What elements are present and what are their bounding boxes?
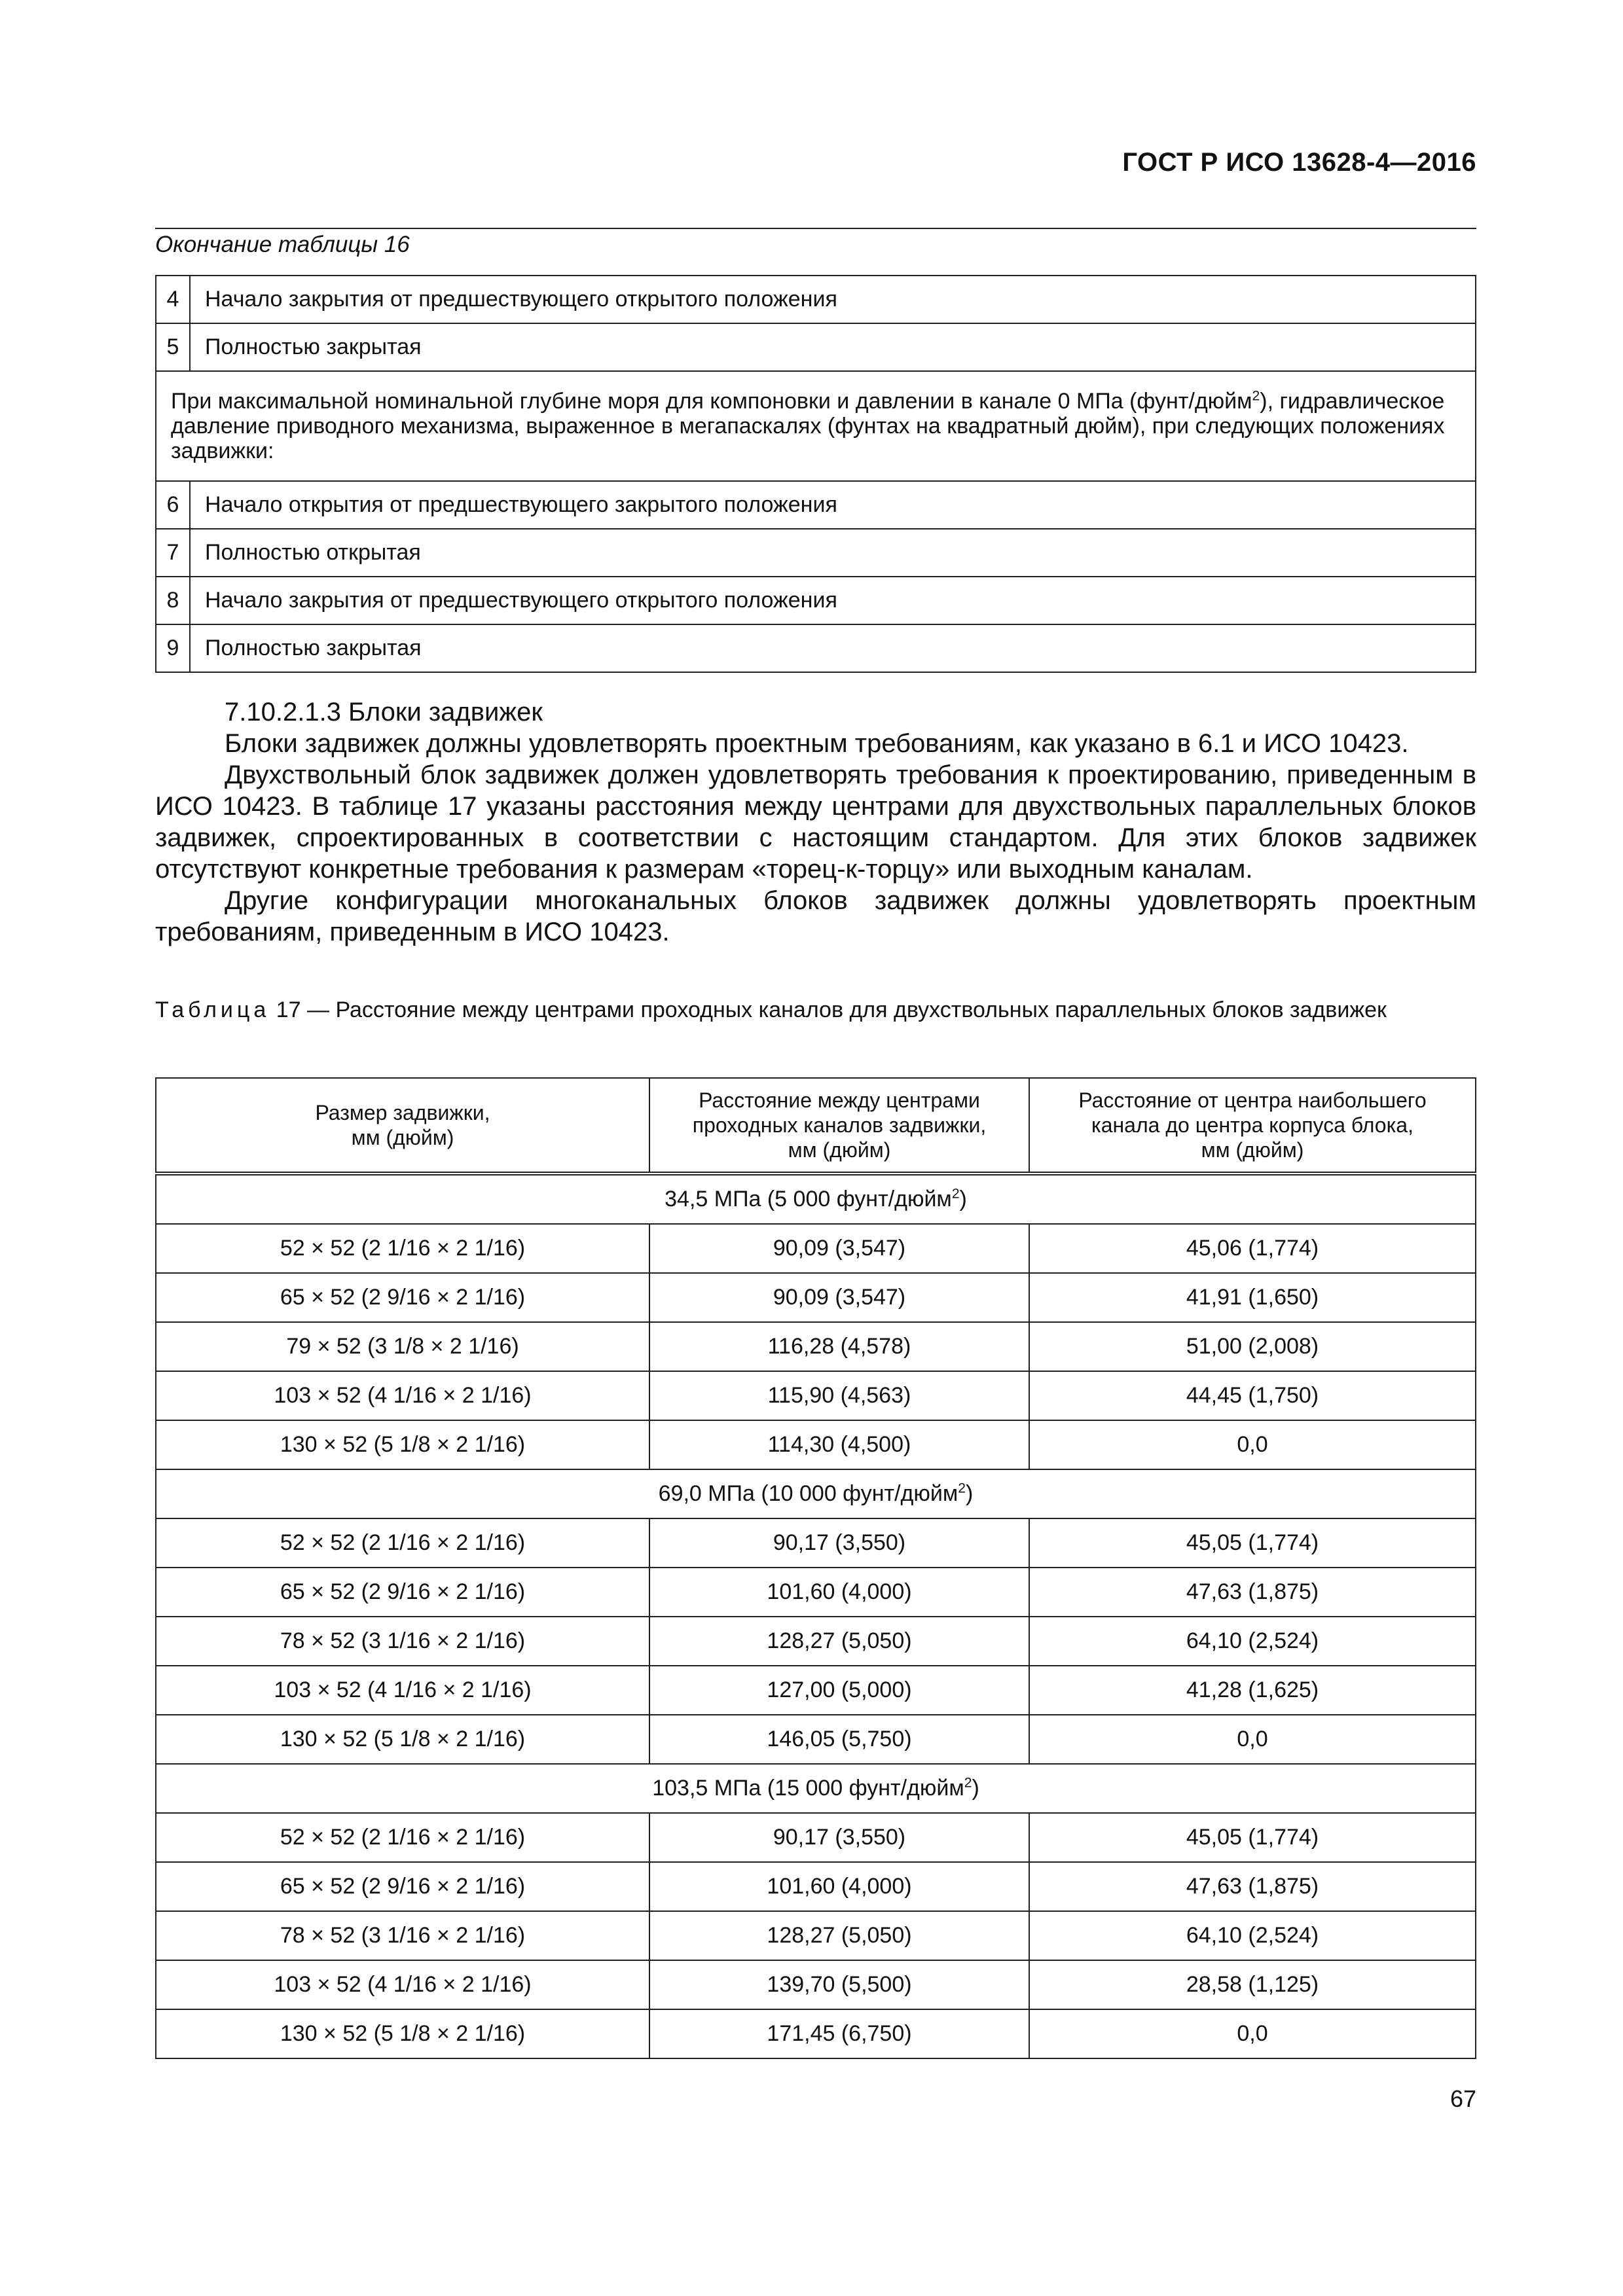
column-header-center-distance: Расстояние между центрами проходных каналов задвижки, мм (дюйм) (649, 1078, 1029, 1174)
row-number: 4 (156, 276, 190, 323)
pressure-close: ) (959, 1187, 967, 1211)
span-note (156, 371, 1476, 481)
cell-center-distance: 101,60 (4,000) (649, 1568, 1029, 1617)
table-row-span (156, 371, 1476, 481)
row-text: Начало закрытия от предшествующего открытого положения (190, 276, 1476, 323)
row-number: 7 (156, 529, 190, 577)
table-row (156, 2009, 1476, 2058)
pressure-group-row (156, 1764, 1476, 1813)
cell-body-offset: 47,63 (1,875) (1029, 1568, 1476, 1617)
table17-caption-text: 17 — Расстояние между центрами проходных каналов для двухствольных параллельных блоков задвижек (270, 997, 1387, 1022)
table-row (156, 1518, 1476, 1568)
table16-continuation-caption: Окончание таблицы 16 (155, 228, 1476, 258)
cell-size: 52 × 52 (2 1/16 × 2 1/16) (156, 1518, 649, 1568)
row-number: 5 (156, 323, 190, 371)
table-row (156, 1420, 1476, 1469)
cell-size: 103 × 52 (4 1/16 × 2 1/16) (156, 1960, 649, 2009)
cell-size: 52 × 52 (2 1/16 × 2 1/16) (156, 1813, 649, 1862)
section-body (155, 696, 1476, 948)
cell-body-offset: 64,10 (2,524) (1029, 1617, 1476, 1666)
table-row (156, 1273, 1476, 1322)
cell-size: 79 × 52 (3 1/8 × 2 1/16) (156, 1322, 649, 1371)
cell-body-offset: 41,91 (1,650) (1029, 1273, 1476, 1322)
table-row (156, 1960, 1476, 2009)
cell-body-offset: 51,00 (2,008) (1029, 1322, 1476, 1371)
section-heading: 7.10.2.1.3 Блоки задвижек (225, 698, 543, 726)
cell-center-distance: 171,45 (6,750) (649, 2009, 1029, 2058)
standard-header: ГОСТ Р ИСО 13628-4—2016 (1122, 148, 1476, 177)
cell-center-distance: 139,70 (5,500) (649, 1960, 1029, 2009)
table-row (156, 529, 1476, 577)
pressure-sup: 2 (951, 1186, 960, 1202)
row-text: Начало открытия от предшествующего закрытого положения (190, 481, 1476, 529)
cell-size: 78 × 52 (3 1/16 × 2 1/16) (156, 1617, 649, 1666)
cell-body-offset: 45,05 (1,774) (1029, 1518, 1476, 1568)
span-note-sup: 2 (1252, 388, 1260, 404)
pressure-text: 34,5 МПа (5 000 фунт/дюйм (665, 1187, 952, 1211)
cell-center-distance: 90,17 (3,550) (649, 1813, 1029, 1862)
table-row (156, 577, 1476, 624)
cell-size: 65 × 52 (2 9/16 × 2 1/16) (156, 1568, 649, 1617)
table-row (156, 1813, 1476, 1862)
table-row (156, 1617, 1476, 1666)
pressure-sup: 2 (958, 1480, 966, 1496)
row-number: 9 (156, 624, 190, 672)
pressure-close: ) (972, 1776, 979, 1801)
table-row (156, 624, 1476, 672)
cell-body-offset: 64,10 (2,524) (1029, 1911, 1476, 1960)
cell-body-offset: 0,0 (1029, 2009, 1476, 2058)
cell-center-distance: 127,00 (5,000) (649, 1666, 1029, 1715)
cell-center-distance: 128,27 (5,050) (649, 1617, 1029, 1666)
cell-center-distance: 90,09 (3,547) (649, 1273, 1029, 1322)
cell-body-offset: 0,0 (1029, 1420, 1476, 1469)
table-17 (155, 1077, 1476, 2059)
cell-size: 130 × 52 (5 1/8 × 2 1/16) (156, 1420, 649, 1469)
cell-body-offset: 45,05 (1,774) (1029, 1813, 1476, 1862)
cell-center-distance: 114,30 (4,500) (649, 1420, 1029, 1469)
column-header-size: Размер задвижки, мм (дюйм) (156, 1078, 649, 1174)
table17-header-row (156, 1078, 1476, 1174)
table-row (156, 1666, 1476, 1715)
page-number: 67 (1450, 2085, 1476, 2112)
table-row (156, 1322, 1476, 1371)
table-row (156, 1911, 1476, 1960)
row-text: Полностью закрытая (190, 624, 1476, 672)
table17-caption-label: Таблица (155, 997, 270, 1022)
row-text: Полностью открытая (190, 529, 1476, 577)
cell-body-offset: 45,06 (1,774) (1029, 1224, 1476, 1273)
cell-center-distance: 116,28 (4,578) (649, 1322, 1029, 1371)
row-number: 8 (156, 577, 190, 624)
table-row (156, 1715, 1476, 1764)
cell-body-offset: 44,45 (1,750) (1029, 1371, 1476, 1420)
pressure-close: ) (966, 1481, 974, 1506)
table-row (156, 1224, 1476, 1273)
cell-body-offset: 47,63 (1,875) (1029, 1862, 1476, 1911)
table-row (156, 1568, 1476, 1617)
cell-size: 65 × 52 (2 9/16 × 2 1/16) (156, 1273, 649, 1322)
cell-center-distance: 146,05 (5,750) (649, 1715, 1029, 1764)
paragraph-1: Блоки задвижек должны удовлетворять проектным требованиям, как указано в 6.1 и ИСО 10423. (225, 729, 1409, 758)
cell-size: 103 × 52 (4 1/16 × 2 1/16) (156, 1371, 649, 1420)
cell-size: 65 × 52 (2 9/16 × 2 1/16) (156, 1862, 649, 1911)
cell-size: 130 × 52 (5 1/8 × 2 1/16) (156, 2009, 649, 2058)
cell-body-offset: 0,0 (1029, 1715, 1476, 1764)
table-16-continuation (155, 275, 1476, 673)
pressure-group-row (156, 1174, 1476, 1224)
cell-center-distance: 90,09 (3,547) (649, 1224, 1029, 1273)
pressure-text: 103,5 МПа (15 000 фунт/дюйм (652, 1776, 964, 1801)
cell-size: 130 × 52 (5 1/8 × 2 1/16) (156, 1715, 649, 1764)
cell-size: 52 × 52 (2 1/16 × 2 1/16) (156, 1224, 649, 1273)
pressure-group-label (156, 1764, 1476, 1813)
cell-center-distance: 128,27 (5,050) (649, 1911, 1029, 1960)
cell-center-distance: 101,60 (4,000) (649, 1862, 1029, 1911)
pressure-group-row (156, 1469, 1476, 1518)
row-text: Начало закрытия от предшествующего открытого положения (190, 577, 1476, 624)
cell-size: 103 × 52 (4 1/16 × 2 1/16) (156, 1666, 649, 1715)
row-number: 6 (156, 481, 190, 529)
span-note-part1: При максимальной номинальной глубине моря для компоновки и давлении в канале 0 МПа (фунт/дюйм (171, 389, 1252, 414)
row-text: Полностью закрытая (190, 323, 1476, 371)
pressure-group-label (156, 1469, 1476, 1518)
pressure-group-label (156, 1174, 1476, 1224)
table-row (156, 276, 1476, 323)
pressure-sup: 2 (964, 1775, 972, 1791)
paragraph-2: Двухствольный блок задвижек должен удовлетворять требования к проектированию, приведенным в ИСО 10423. В таблице 17 указаны расстояния между центрами для двухствольных параллельных блоков задвижек, спроектированных в соответствии с настоящим стандартом. Для этих блоков задвижек отсутствуют конкретные требования к размерам «торец-к-торцу» или выходным каналам. (155, 761, 1476, 884)
table-row (156, 1862, 1476, 1911)
cell-body-offset: 41,28 (1,625) (1029, 1666, 1476, 1715)
table-row (156, 481, 1476, 529)
column-header-body-offset: Расстояние от центра наибольшего канала до центра корпуса блока, мм (дюйм) (1029, 1078, 1476, 1174)
span-note-part2: ), гидравлическое давление приводного механизма, выраженное в мегапаскалях (фунтах на квадратный дюйм), при следующих положениях задвижки: (171, 389, 1445, 463)
table-row (156, 323, 1476, 371)
table17-caption (155, 996, 1476, 1024)
cell-body-offset: 28,58 (1,125) (1029, 1960, 1476, 2009)
pressure-text: 69,0 МПа (10 000 фунт/дюйм (658, 1481, 958, 1506)
cell-center-distance: 90,17 (3,550) (649, 1518, 1029, 1568)
table-row (156, 1371, 1476, 1420)
paragraph-3: Другие конфигурации многоканальных блоков задвижек должны удовлетворять проектным требованиям, приведенным в ИСО 10423. (155, 886, 1476, 946)
cell-center-distance: 115,90 (4,563) (649, 1371, 1029, 1420)
cell-size: 78 × 52 (3 1/16 × 2 1/16) (156, 1911, 649, 1960)
